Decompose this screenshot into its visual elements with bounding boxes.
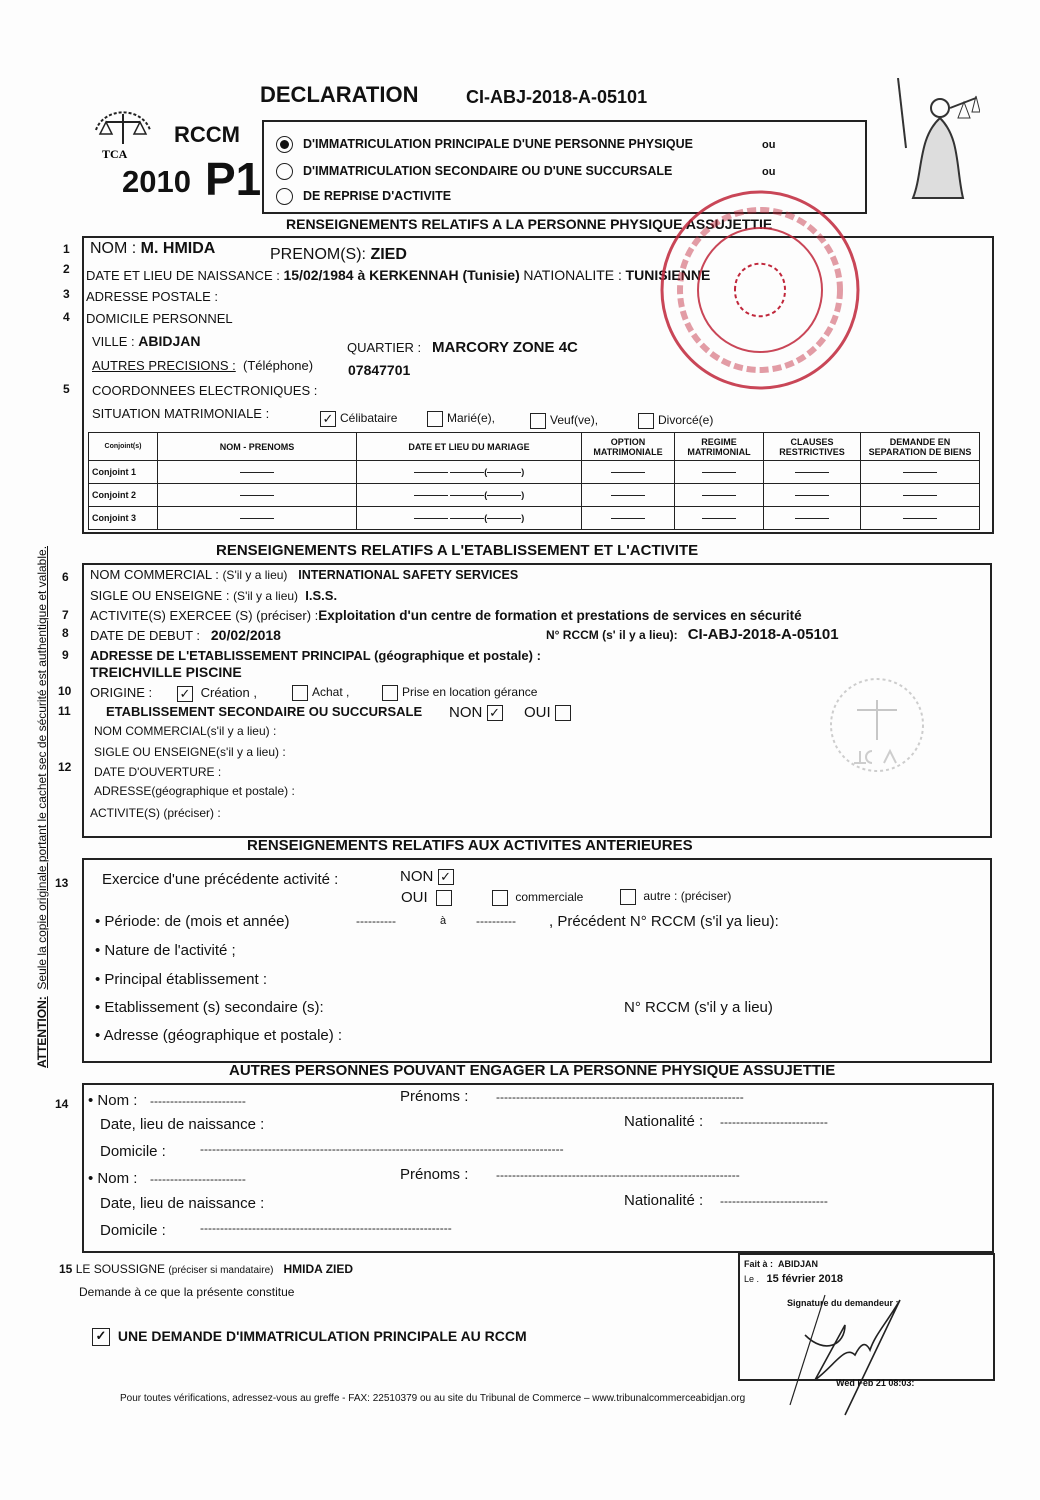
secondaire-label: • Etablissement (s) secondaire (s):	[95, 999, 324, 1016]
nom-label: • Nom :	[88, 1170, 138, 1187]
origin-location[interactable]: Prise en location gérance	[382, 685, 537, 701]
date-field: Le . 15 février 2018	[744, 1273, 843, 1285]
spouse-label: Conjoint 3	[89, 507, 158, 530]
radio-principal[interactable]	[276, 136, 293, 153]
soussigne-field: 15 LE SOUSSIGNE (préciser si mandataire) HMIDA ZIED	[59, 1262, 354, 1276]
section-title-establishment: RENSEIGNEMENTS RELATIFS A L'ETABLISSEMENT ET L'ACTIVITE	[216, 542, 699, 559]
fait-field: Fait à : ABIDJAN	[744, 1259, 819, 1269]
table-row: Conjoint 2 ( )	[89, 484, 980, 507]
address-value: TREICHVILLE PISCINE	[90, 664, 242, 680]
option-secondary[interactable]: D'IMMATRICULATION SECONDAIRE OU D'UNE SUCCURSALE	[276, 163, 672, 180]
previous-commerciale[interactable]: commerciale	[492, 890, 583, 906]
activity-field: ACTIVITE(S) EXERCEE (S) (préciser) :Exploitation d'un centre de formation et prestations de services en sécurité	[90, 608, 802, 623]
prenoms-label: Prénoms :	[400, 1088, 469, 1105]
sigle-field: SIGLE OU ENSEIGNE : (S'il y a lieu) I.S.S.	[90, 588, 338, 603]
table-row: Conjoint 1 ( )	[89, 461, 980, 484]
line-number: 5	[63, 382, 70, 396]
line-number: 12	[58, 760, 72, 774]
line-number: 2	[63, 262, 70, 276]
marital-label: SITUATION MATRIMONIALE :	[92, 406, 270, 421]
checkbox-checked[interactable]: ✓	[487, 705, 503, 721]
secondary-non[interactable]: NON ✓	[449, 704, 507, 721]
signature-label: Signature du demandeur :	[787, 1298, 899, 1308]
previous-non[interactable]: NON ✓	[400, 868, 458, 885]
previous-autre[interactable]: autre : (préciser)	[620, 889, 731, 905]
or-label: ou	[762, 139, 776, 151]
marital-divorce[interactable]: Divorcé(e)	[638, 413, 713, 429]
sec-nom-label: NOM COMMERCIAL(s'il y a lieu) :	[94, 724, 277, 738]
birth-label: Date, lieu de naissance :	[100, 1116, 265, 1133]
rccm-field: N° RCCM (s' il y a lieu): CI-ABJ-2018-A-05101	[546, 626, 839, 643]
checkbox-checked[interactable]: ✓	[177, 686, 193, 702]
electronic-label: COORDONNEES ELECTRONIQUES :	[92, 383, 318, 398]
checkbox[interactable]	[555, 705, 571, 721]
secondary-oui[interactable]: OUI	[524, 704, 575, 721]
line-number: 1	[63, 242, 70, 256]
quartier-field: QUARTIER : MARCORY ZONE 4C	[347, 339, 578, 356]
origin-creation[interactable]: ✓ Création ,	[177, 685, 257, 702]
checkbox[interactable]	[427, 411, 443, 427]
column-header: OPTION MATRIMONIALE	[582, 433, 675, 461]
column-header: DEMANDE EN SEPARATION DE BIENS	[861, 433, 980, 461]
column-header: REGIME MATRIMONIAL	[675, 433, 764, 461]
form-code: P1	[205, 153, 262, 205]
birth-field: DATE ET LIEU DE NAISSANCE : 15/02/1984 à KERKENNAH (Tunisie) NATIONALITE : TUNISIENNE	[86, 267, 711, 283]
sec-activity-label: ACTIVITE(S) (préciser) :	[90, 806, 221, 820]
spouse-table	[88, 432, 980, 530]
secondary-label: ETABLISSEMENT SECONDAIRE OU SUCCURSALE	[106, 704, 423, 719]
declaration-form: TCA RCCM 2010 P1 DECLARATION CI-ABJ-2018-A-05101 D'IMMATRICULATION PRINCIPALE D'UNE PERSONNE PHYSIQUE ou D'IMMATRICULATION SECONDAIRE OU D'UNE SUCCURSALE ou DE REPRISE D'ACTIVITE 1 2 3 4 5 6 7 8 9 10 11 12 13 14 RENSEIGNEMENTS RELATIFS A LA PERSONNE PHYSIQUE ASSUJETTIE NOM : M. HMIDA PRENOM(S): ZIED DATE ET LIEU DE NAISSANCE : 15/02/1984 à KERKENNAH (Tunisie) NATIONALITE : TUNISIENNE ADRESSE POSTALE : DOMICILE PERSONNEL VILLE : ABIDJAN QUARTIER : MARCORY ZONE 4C AUTRES PRECISIONS : (Téléphone) 07847701 COORDONNEES ELECTRONIQUES : SITUATION MATRIMONIALE : ✓ Célibataire Marié(e), Veuf(ve), Divorcé(e) Conjoint(s) NOM - PRENOMS DATE ET LIEU DU MARIAGE OPTION MATRIMONIALE REGIME MATRIMONIAL CLAUSES RESTRICTIVES DEMANDE EN SEPARATION DE BIENS Conjoint 1 ( ) Conjoint 2 ( ) Conjoint 3 ( ) RENSEIGNEMENTS RELATIFS A L'ETABLISSEMENT ET L'ACTIVITE NOM COMMERCIAL : (S'il y a lieu) INTERNATIONAL SAFETY SERVICES SIGLE OU ENSEIGNE : (S'il y a lieu) I.S.S. ACTIVITE(S) EXERCEE (S) (préciser) :Exploitation d'un centre de formation et prestations de services en sécurité DATE DE DEBUT : 20/02/2018 N° RCCM (s' il y a lieu): CI-ABJ-2018-A-05101 ADRESSE DE L'ETABLISSEMENT PRINCIPAL (géographique et postale) : TREICHVILLE PISCINE ORIGINE : ✓ Création , Achat , Prise en location gérance ETABLISSEMENT SECONDAIRE OU SUCCURSALE NON ✓ OUI NOM COMMERCIAL(s'il y a lieu) : SIGLE OU ENSEIGNE(s'il y a lieu) : DATE D'OUVERTURE : ADRESSE(géographique et postale) : ACTIVITE(S) (préciser) : RENSEIGNEMENTS RELATIFS AUX ACTIVITES ANTERIEURES Exercice d'une précédente activité : NON ✓ OUI commerciale autre : (préciser) • Période: de (mois et année) ---------- à ---------- , Précédent N° RCCM (s'il ya lieu): • Nature de l'activité ; • Principal établissement : • Etablissement (s) secondaire (s): N° RCCM (s'il y a lieu) • Adresse (géographique et postale) : AUTRES PERSONNES POUVANT ENGAGER LA PERSONNE PHYSIQUE ASSUJETTIE • Nom : ------------------------ Prénoms : -------------------------------------------------------------- Date, lieu de naissance : Nationalité : --------------------------- Domicile : ------------------------------------------------------------------------------------------- • Nom : ------------------------ Prénoms : ------------------------------------------------------------- Date, lieu de naissance : Nationalité : --------------------------- Domicile : --------------------------------------------------------------- 15 LE SOUSSIGNE (préciser si mandataire) HMIDA ZIED Demande à ce que la présente constitue ✓ UNE DEMANDE D'IMMATRICULATION PRINCIPALE AU RCCM Fait à : ABIDJAN Le . 15 février 2018 Signature du demandeur : Wed Feb 21 08:03: Pour toutes vérifications, adressez-vous au greffe - FAX: 22510379 ou au site du Tribunal de Commerce – www.tribunalcommerceabidjan.org ATTENTION: Seule la copie originale portant le cachet sec de sécurité est authentique et valable.	[0, 0, 1040, 1500]
column-header: NOM - PRENOMS	[158, 433, 357, 461]
checkbox[interactable]	[492, 890, 508, 906]
line-number: 10	[58, 684, 72, 698]
address-label: ADRESSE POSTALE :	[86, 289, 218, 304]
side-note: ATTENTION: Seule la copie originale portant le cachet sec de sécurité est authentique et valable.	[35, 545, 49, 1069]
exercice-label: Exercice d'une précédente activité :	[102, 871, 339, 888]
checkbox[interactable]	[638, 413, 654, 429]
domicile-label: Domicile :	[100, 1143, 166, 1160]
nom-commercial-field: NOM COMMERCIAL : (S'il y a lieu) INTERNATIONAL SAFETY SERVICES	[90, 567, 519, 582]
line-number: 4	[63, 310, 70, 324]
section-title-previous: RENSEIGNEMENTS RELATIFS AUX ACTIVITES ANTERIEURES	[247, 837, 693, 854]
autres-field: AUTRES PRECISIONS : (Téléphone)	[92, 358, 314, 373]
sec-address-label: ADRESSE(géographique et postale) :	[94, 784, 295, 798]
checkbox-checked[interactable]: ✓	[92, 1328, 110, 1346]
line-number: 9	[62, 648, 69, 662]
column-header: DATE ET LIEU DU MARIAGE	[357, 433, 582, 461]
line-number: 8	[62, 626, 69, 640]
radio-reprise[interactable]	[276, 188, 293, 205]
prenoms-label: Prénoms :	[400, 1166, 469, 1183]
nationality-label: Nationalité :	[624, 1113, 704, 1130]
embossed-seal	[822, 675, 932, 775]
previous-oui[interactable]: OUI	[401, 889, 456, 906]
checkbox[interactable]	[530, 413, 546, 429]
section-title-person: RENSEIGNEMENTS RELATIFS A LA PERSONNE PHYSIQUE ASSUJETTIE	[286, 216, 773, 232]
adresse-label: • Adresse (géographique et postale) :	[95, 1027, 343, 1044]
nom-field: NOM : M. HMIDA	[90, 240, 216, 257]
origin-label: ORIGINE :	[90, 685, 153, 700]
checkbox[interactable]	[620, 889, 636, 905]
page-title: DECLARATION	[260, 82, 419, 107]
line-number: 7	[62, 608, 69, 622]
marital-veuf[interactable]: Veuf(ve),	[530, 413, 598, 429]
line-number: 11	[58, 704, 71, 718]
demande-label: Demande à ce que la présente constitue	[79, 1285, 295, 1299]
or-label: ou	[762, 166, 776, 178]
footer-note: Pour toutes vérifications, adressez-vous au greffe - FAX: 22510379 ou au site du Tribunal de Commerce – www.tribunalcommerceabidjan.org	[120, 1393, 746, 1404]
line-number: 3	[63, 287, 70, 301]
telephone-value: 07847701	[348, 362, 411, 378]
checkbox-checked[interactable]: ✓	[438, 869, 454, 885]
handwritten-signature	[785, 1285, 915, 1420]
nature-label: • Nature de l'activité ;	[95, 942, 236, 959]
domicile-label: DOMICILE PERSONNEL	[86, 311, 233, 326]
rccm-label: RCCM	[174, 122, 240, 147]
line-number: 6	[62, 570, 69, 584]
form-year: 2010	[122, 164, 191, 199]
column-header: CLAUSES RESTRICTIVES	[764, 433, 861, 461]
reference-number: CI-ABJ-2018-A-05101	[466, 87, 648, 107]
start-date-field: DATE DE DEBUT : 20/02/2018	[90, 627, 281, 643]
svg-text:TCA: TCA	[102, 147, 128, 161]
option-principal[interactable]: D'IMMATRICULATION PRINCIPALE D'UNE PERSONNE PHYSIQUE	[276, 136, 693, 153]
a-label: à	[440, 915, 447, 927]
option-reprise[interactable]: DE REPRISE D'ACTIVITE	[276, 188, 451, 205]
prenom-field: PRENOM(S): ZIED	[270, 246, 407, 263]
radio-secondary[interactable]	[276, 163, 293, 180]
nationality-label: Nationalité :	[624, 1192, 704, 1209]
spouse-label: Conjoint 2	[89, 484, 158, 507]
address-label: ADRESSE DE L'ETABLISSEMENT PRINCIPAL (géographique et postale) :	[90, 648, 541, 663]
prev-rccm-label: , Précédent N° RCCM (s'il ya lieu):	[549, 913, 779, 930]
domicile-label: Domicile :	[100, 1222, 166, 1239]
justice-figure-icon	[888, 78, 980, 206]
section-title-others: AUTRES PERSONNES POUVANT ENGAGER LA PERSONNE PHYSIQUE ASSUJETTIE	[229, 1062, 836, 1079]
tca-logo	[88, 102, 158, 162]
spouse-label: Conjoint 1	[89, 461, 158, 484]
registry-stamp	[655, 185, 865, 395]
marital-marie[interactable]: Marié(e),	[427, 411, 495, 427]
ville-field: VILLE : ABIDJAN	[92, 333, 201, 349]
column-header: Conjoint(s)	[89, 433, 158, 461]
origin-achat[interactable]: Achat ,	[292, 685, 349, 701]
checkbox[interactable]	[382, 685, 398, 701]
request-option[interactable]: ✓ UNE DEMANDE D'IMMATRICULATION PRINCIPALE AU RCCM	[92, 1328, 527, 1346]
table-row: Conjoint 3 ( )	[89, 507, 980, 530]
birth-label: Date, lieu de naissance :	[100, 1195, 265, 1212]
line-number: 14	[55, 1097, 69, 1111]
timestamp: Wed Feb 21 08:03:	[836, 1378, 915, 1388]
checkbox[interactable]	[292, 685, 308, 701]
periode-label: • Période: de (mois et année)	[95, 913, 290, 930]
sec-sigle-label: SIGLE OU ENSEIGNE(s'il y a lieu) :	[94, 745, 286, 759]
marital-celibataire[interactable]: ✓ Célibataire	[320, 411, 397, 427]
checkbox[interactable]	[436, 890, 452, 906]
rccm-label: N° RCCM (s'il y a lieu)	[624, 999, 773, 1016]
sec-date-label: DATE D'OUVERTURE :	[94, 765, 222, 779]
nom-label: • Nom :	[88, 1092, 138, 1109]
checkbox-checked[interactable]: ✓	[320, 411, 336, 427]
principal-label: • Principal établissement :	[95, 971, 267, 988]
line-number: 13	[55, 876, 69, 890]
